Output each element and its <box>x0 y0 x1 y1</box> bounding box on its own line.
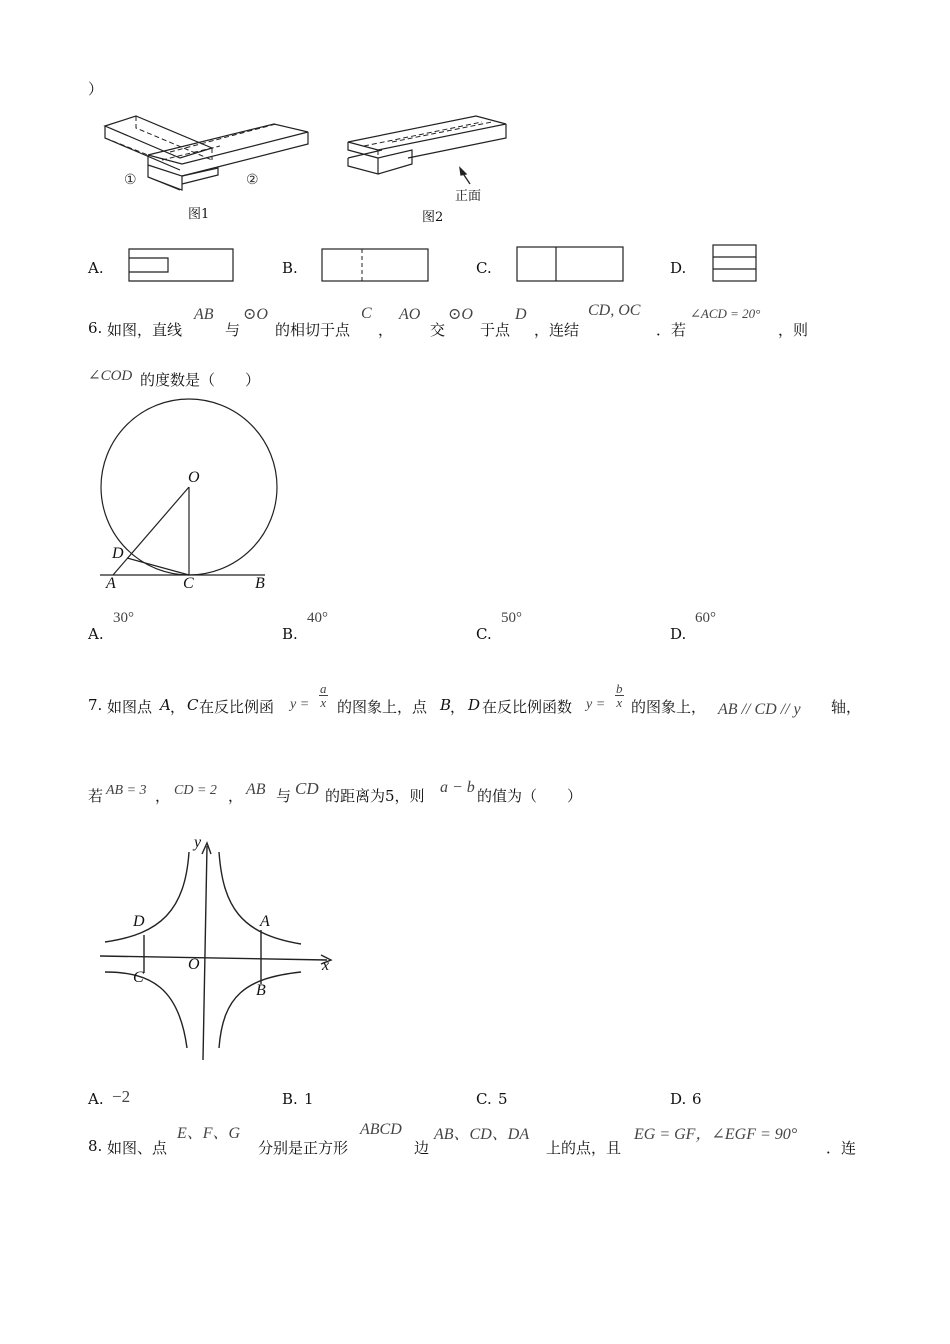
q5-fig1-caption: 图1 <box>188 207 210 222</box>
q7-text-1: 如图点 <box>107 698 153 716</box>
q6-label-d: D <box>112 545 124 562</box>
q7-option-a-letter: A. <box>88 1090 104 1108</box>
q7-label-o: O <box>188 956 200 973</box>
q6-math-circle-o-2: ⊙O <box>448 306 473 323</box>
q6-label-o: O <box>188 469 200 486</box>
q6-text-9: ，则 <box>778 321 809 339</box>
q7-point-a: A <box>160 696 171 714</box>
q7-option-a-value: −2 <box>112 1087 131 1106</box>
q6-option-a-value: 30° <box>113 610 134 626</box>
q7-text-10: 的值为（ ） <box>477 787 583 805</box>
q7-point-c: C <box>187 696 199 714</box>
q7-comma-4: ， <box>228 787 244 805</box>
q7-figure-hyperbolas <box>95 838 340 1063</box>
q7-math-y1: y = <box>290 697 310 712</box>
q5-close-paren: ） <box>88 80 104 98</box>
q7-label-b: B <box>256 982 266 999</box>
q7-text-4: 在反比例函数 <box>482 698 573 716</box>
x-axis <box>100 956 327 960</box>
q7-point-b: B <box>440 696 452 714</box>
q6-math-ab: AB <box>194 306 214 323</box>
q8-text-2: 分别是正方形 <box>258 1139 349 1157</box>
q5-fig1-label-2: ② <box>246 172 259 188</box>
q7-text-3: 的图象上，点 <box>337 698 428 716</box>
q7-comma-1: ， <box>170 698 186 716</box>
q6-text-3: 的相切于点 <box>275 321 351 339</box>
q7-frac2-den: x <box>616 695 623 710</box>
q7-math-cd-2: CD = 2 <box>174 783 217 798</box>
q8-text-1: 如图、点 <box>107 1139 168 1157</box>
y-axis <box>203 846 207 1060</box>
q7-text-6: 轴， <box>831 698 862 716</box>
q7-text-8: 与 <box>276 787 292 805</box>
q6-text-10: 的度数是（ ） <box>140 371 261 389</box>
q7-math-cd: CD <box>295 779 319 798</box>
q6-option-c-letter: C. <box>476 625 492 643</box>
curve-b-quadrant-2 <box>105 852 189 942</box>
q7-label-a: A <box>260 913 270 930</box>
q7-fraction-b-over-x <box>615 682 624 709</box>
q6-math-d: D <box>515 306 527 323</box>
q8-math-efg: E、F、G <box>177 1125 241 1142</box>
q7-option-d-letter: D. <box>670 1090 687 1108</box>
q8-math-condition: EG = GF，∠EGF = 90° <box>634 1126 798 1143</box>
q7-frac2-num: b <box>616 681 623 696</box>
q7-option-c-value: 5 <box>498 1090 508 1108</box>
q6-label-b: B <box>255 575 265 592</box>
q5-option-c-view <box>516 246 624 282</box>
q7-option-b-value: 1 <box>304 1090 314 1108</box>
q8-math-sides: AB、CD、DA <box>434 1126 530 1143</box>
q7-number: 7. <box>88 696 103 714</box>
q5-fig2-arrow-label: 正面 <box>455 189 482 204</box>
q6-math-circle-o: ⊙O <box>243 306 268 323</box>
q7-math-parallel: AB // CD // y <box>718 701 801 718</box>
q6-option-b-letter: B. <box>282 625 298 643</box>
q7-comma-2: ， <box>450 698 466 716</box>
q6-option-a-letter: A. <box>88 625 104 643</box>
q8-text-3: 边 <box>414 1139 430 1157</box>
q6-text-4: ， <box>378 321 394 339</box>
q5-option-a-letter: A. <box>88 259 104 277</box>
q5-option-d-view <box>712 244 757 282</box>
q7-math-ab: AB <box>246 781 266 798</box>
q5-option-b-view <box>321 248 429 282</box>
q6-math-angle-cod: ∠COD <box>88 368 133 384</box>
curve-a-quadrant-3 <box>105 972 187 1048</box>
q6-math-ao: AO <box>399 306 421 323</box>
q7-frac1-den: x <box>320 695 327 710</box>
q7-label-x: x <box>322 957 330 974</box>
q6-figure-circle <box>95 390 295 595</box>
q8-math-abcd: ABCD <box>360 1121 402 1138</box>
q5-fig2-caption: 图2 <box>422 210 444 225</box>
q5-option-d-letter: D. <box>670 259 687 277</box>
q6-text-5: 交 <box>430 321 446 339</box>
q7-option-b-letter: B. <box>282 1090 298 1108</box>
q8-number: 8. <box>88 1137 103 1155</box>
q7-text-5: 的图象上， <box>631 698 707 716</box>
q5-option-b-letter: B. <box>282 259 298 277</box>
q6-label-c: C <box>183 575 194 592</box>
q7-fraction-a-over-x <box>319 682 328 709</box>
segment-ao <box>113 487 189 575</box>
q6-math-cd-oc: CD, OC <box>588 302 641 319</box>
q7-text-7: 若 <box>88 787 104 805</box>
q6-text-6: 于点 <box>480 321 511 339</box>
q7-math-y2: y = <box>586 697 606 712</box>
q6-text-7: ，连结 <box>534 321 580 339</box>
segment-cd <box>127 558 189 575</box>
q6-option-d-letter: D. <box>670 625 687 643</box>
q6-option-c-value: 50° <box>501 610 522 626</box>
q7-math-a-minus-b: a − b <box>440 779 475 796</box>
q7-text-2: 在反比例函 <box>199 698 275 716</box>
q5-option-a-view <box>128 248 234 282</box>
q6-text-1: 如图，直线 <box>107 321 183 339</box>
q7-text-9: 的距离为5，则 <box>325 787 425 805</box>
q6-text-2: 与 <box>225 321 241 339</box>
q5-option-c-letter: C. <box>476 259 492 277</box>
q6-option-d-value: 60° <box>695 610 716 626</box>
q6-text-8: ．若 <box>656 321 687 339</box>
q7-comma-3: ， <box>155 787 171 805</box>
q7-label-y: y <box>194 834 202 851</box>
q8-text-4: 上的点，且 <box>546 1139 622 1157</box>
q7-frac1-num: a <box>320 681 327 696</box>
q7-point-d: D <box>468 696 481 714</box>
q7-label-d: D <box>133 913 145 930</box>
q7-option-c-letter: C. <box>476 1090 492 1108</box>
q6-math-c: C <box>361 305 372 322</box>
q6-math-angle-acd: ∠ACD = 20° <box>690 306 761 321</box>
q7-math-ab-3: AB = 3 <box>106 783 147 798</box>
q6-number: 6. <box>88 319 103 337</box>
q6-option-b-value: 40° <box>307 610 328 626</box>
q7-option-d-value: 6 <box>692 1090 702 1108</box>
q7-label-c: C <box>133 969 144 986</box>
q5-figure-2 <box>342 112 512 187</box>
q6-label-a: A <box>106 575 116 592</box>
q5-fig1-label-1: ① <box>124 172 137 188</box>
q8-text-5: ．连 <box>826 1139 857 1157</box>
